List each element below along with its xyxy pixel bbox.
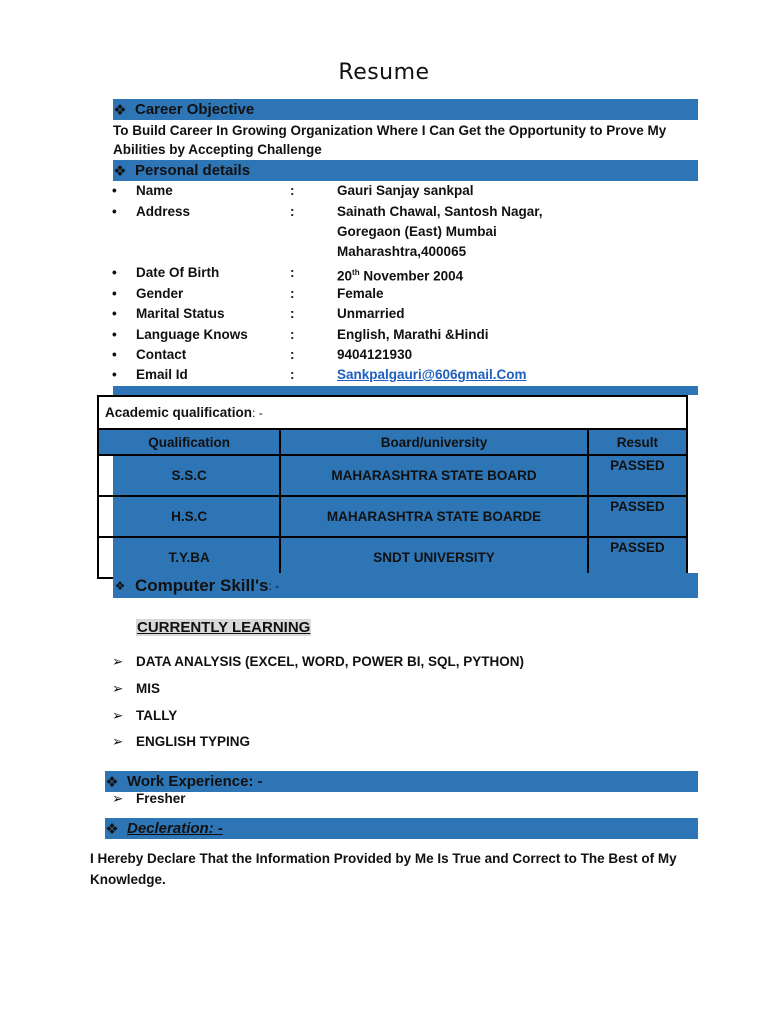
qualification-cell: T.Y.BA: [98, 537, 280, 578]
detail-label: Email Id: [136, 367, 188, 382]
diamond-bullet-icon: ❖: [113, 101, 127, 119]
list-item: ➢ Fresher: [112, 791, 186, 806]
list-item: ➢ ENGLISH TYPING: [112, 734, 251, 749]
detail-label: Contact: [136, 347, 187, 362]
arrow-bullet-icon: ➢: [112, 654, 124, 669]
detail-value: 9404121930: [337, 347, 413, 362]
bullet-icon: •: [112, 265, 117, 280]
currently-learning-subheading: CURRENTLY LEARNING: [137, 619, 311, 636]
academic-table-title-row: [98, 396, 687, 429]
career-objective-heading: ❖ Career Objective: [113, 101, 255, 119]
detail-colon: :: [290, 204, 295, 219]
bullet-icon: •: [112, 183, 117, 198]
list-item: ➢ TALLY: [112, 708, 178, 723]
bullet-icon: •: [112, 306, 117, 321]
column-header: Qualification: [98, 429, 280, 455]
detail-label: Language Knows: [136, 327, 248, 342]
arrow-bullet-icon: ➢: [112, 734, 124, 749]
detail-colon: :: [290, 306, 295, 321]
detail-value: Sainath Chawal, Santosh Nagar,: [337, 204, 543, 219]
arrow-bullet-icon: ➢: [112, 681, 124, 696]
computer-skills-heading: ❖ Computer Skill's : -: [114, 575, 280, 595]
detail-colon: :: [290, 347, 295, 362]
work-experience-band: [105, 771, 698, 792]
academic-table: [97, 395, 688, 579]
arrow-bullet-icon: ➢: [112, 708, 124, 723]
result-cell: PASSED: [588, 537, 687, 578]
diamond-bullet-icon: ❖: [105, 820, 119, 838]
personal-details-heading: ❖ Personal details: [113, 162, 251, 180]
computer-skills-band: [113, 573, 698, 598]
table-row: [98, 496, 687, 537]
detail-value: 20th November 2004: [337, 268, 464, 284]
declaration-band: [105, 818, 698, 839]
section-divider-band: [113, 386, 698, 395]
bullet-icon: •: [112, 327, 117, 342]
detail-value: Gauri Sanjay sankpal: [337, 183, 474, 198]
list-item: ➢ MIS: [112, 681, 161, 696]
bullet-icon: •: [112, 367, 117, 382]
diamond-bullet-icon: ❖: [113, 162, 127, 180]
table-row: [98, 455, 687, 496]
declaration-text: I Hereby Declare That the Information Provided by Me Is True and Correct to The Best of My Knowledge.: [90, 851, 677, 887]
detail-value-line3: Maharashtra,400065: [337, 244, 467, 259]
detail-label: Name: [136, 183, 173, 198]
table-row: [98, 537, 687, 578]
academic-heading: Academic qualification: -: [98, 396, 687, 429]
career-objective-text: To Build Career In Growing Organization Where I Can Get the Opportunity to Prove My Abilities by Accepting Challenge: [113, 123, 667, 157]
result-cell: PASSED: [588, 455, 687, 496]
qualification-cell: S.S.C: [98, 455, 280, 496]
bullet-icon: •: [112, 204, 117, 219]
detail-colon: :: [290, 286, 295, 301]
detail-value: English, Marathi &Hindi: [337, 327, 489, 342]
work-experience-heading: ❖ Work Experience: -: [105, 773, 263, 791]
result-cell: PASSED: [588, 496, 687, 537]
detail-label: Gender: [136, 286, 184, 301]
column-header: Result: [588, 429, 687, 455]
page-title: Resume: [338, 60, 430, 85]
academic-header-row: [98, 429, 687, 455]
qualification-cell: H.S.C: [98, 496, 280, 537]
board-cell: MAHARASHTRA STATE BOARDE: [280, 496, 587, 537]
arrow-bullet-icon: ➢: [112, 791, 124, 806]
board-cell: MAHARASHTRA STATE BOARD: [280, 455, 587, 496]
career-objective-band: [113, 99, 698, 120]
diamond-bullet-icon: ❖: [114, 578, 126, 593]
column-header: Board/university: [280, 429, 587, 455]
board-cell: SNDT UNIVERSITY: [280, 537, 587, 578]
detail-label: Address: [136, 204, 191, 219]
email-link[interactable]: Sankpalgauri@606gmail.Com: [337, 367, 527, 382]
detail-value: Female: [337, 286, 384, 301]
bullet-icon: •: [112, 347, 117, 362]
detail-colon: :: [290, 265, 295, 280]
bullet-icon: •: [112, 286, 117, 301]
detail-colon: :: [290, 367, 295, 382]
personal-details-band: [113, 160, 698, 181]
detail-label: Date Of Birth: [136, 265, 220, 280]
list-item: ➢ DATA ANALYSIS (EXCEL, WORD, POWER BI, SQL, PYTHON): [112, 654, 525, 669]
declaration-heading: ❖ Decleration: -: [105, 820, 223, 838]
detail-value: Unmarried: [337, 306, 405, 321]
detail-label: Marital Status: [136, 306, 225, 321]
diamond-bullet-icon: ❖: [105, 773, 119, 791]
detail-colon: :: [290, 327, 295, 342]
detail-value-line2: Goregaon (East) Mumbai: [337, 224, 497, 239]
detail-colon: :: [290, 183, 295, 198]
